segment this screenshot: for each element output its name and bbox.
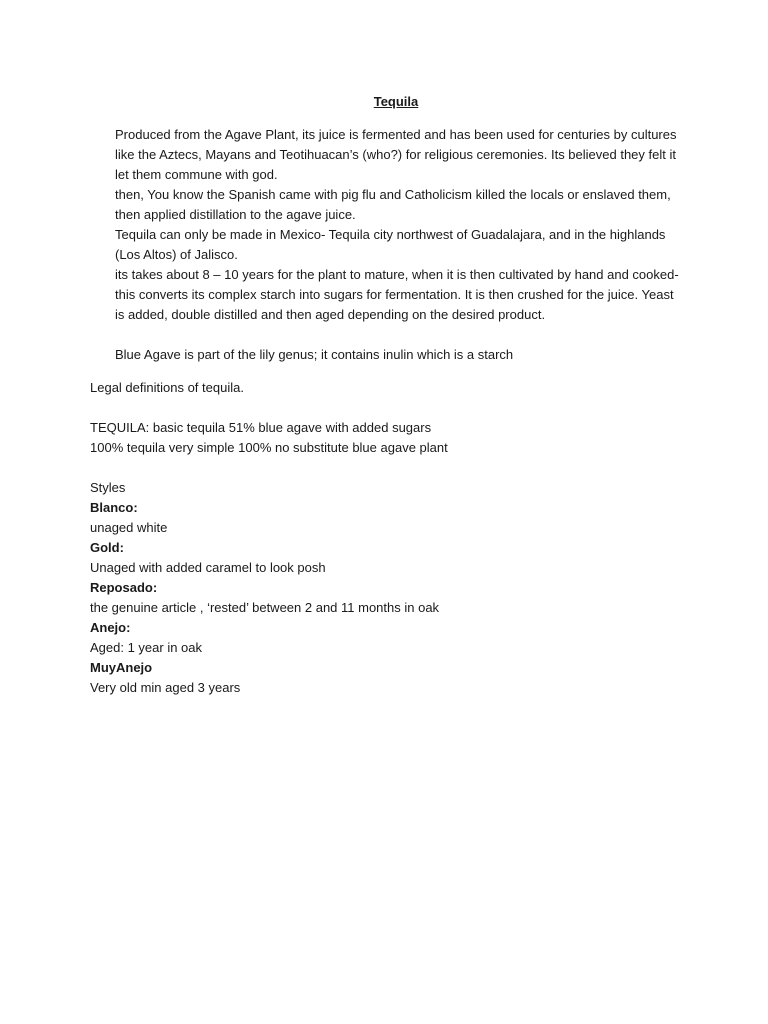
agave-note: Blue Agave is part of the lily genus; it contains inulin which is a starch (115, 347, 514, 362)
legal-line-100-percent: 100% tequila very simple 100% no substitute blue agave plant (90, 440, 448, 455)
legal-and-styles-section (90, 378, 690, 698)
style-description-anejo: Aged: 1 year in oak (90, 640, 203, 655)
style-name-gold: Gold: (90, 540, 124, 555)
legal-heading: Legal definitions of tequila. (90, 380, 244, 395)
style-description-blanco: unaged white (90, 520, 168, 535)
intro-paragraph-production: its takes about 8 – 10 years for the plant to mature, when it is then cultivated by hand and cooked- this converts its complex starch into sugars for fermentation. It is then crushed for the juice. Yeast is added, double distilled and then aged depending on the desired product. (115, 267, 679, 322)
style-description-reposado: the genuine article , ‘rested’ between 2 and 11 months in oak (90, 600, 440, 615)
intro-paragraph-origin: Produced from the Agave Plant, its juice is fermented and has been used for centuries by cultures like the Aztecs, Mayans and Teotihuacan’s (who?) for religious ceremonies. Its believed they felt it let them commune with god. (115, 127, 677, 182)
style-name-reposado: Reposado: (90, 580, 158, 595)
spacer (90, 398, 690, 418)
style-description-gold: Unaged with added caramel to look posh (90, 560, 326, 575)
spacer (90, 458, 690, 478)
intro-paragraph-spanish: then, You know the Spanish came with pig flu and Catholicism killed the locals or enslaved them, then applied distillation to the agave juice. (115, 187, 671, 222)
style-name-blanco: Blanco: (90, 500, 138, 515)
legal-line-tequila: TEQUILA: basic tequila 51% blue agave with added sugars (90, 420, 432, 435)
styles-heading: Styles (90, 480, 126, 495)
style-name-muyanejo: MuyAnejo (90, 660, 153, 675)
style-description-muyanejo: Very old min aged 3 years (90, 680, 241, 695)
document-title: Tequila (373, 94, 419, 109)
style-name-anejo: Anejo: (90, 620, 131, 635)
agave-note-section (115, 345, 685, 365)
intro-paragraph-location: Tequila can only be made in Mexico- Tequila city northwest of Guadalajara, and in the highlands (Los Altos) of Jalisco. (115, 227, 666, 262)
intro-section (115, 125, 685, 325)
